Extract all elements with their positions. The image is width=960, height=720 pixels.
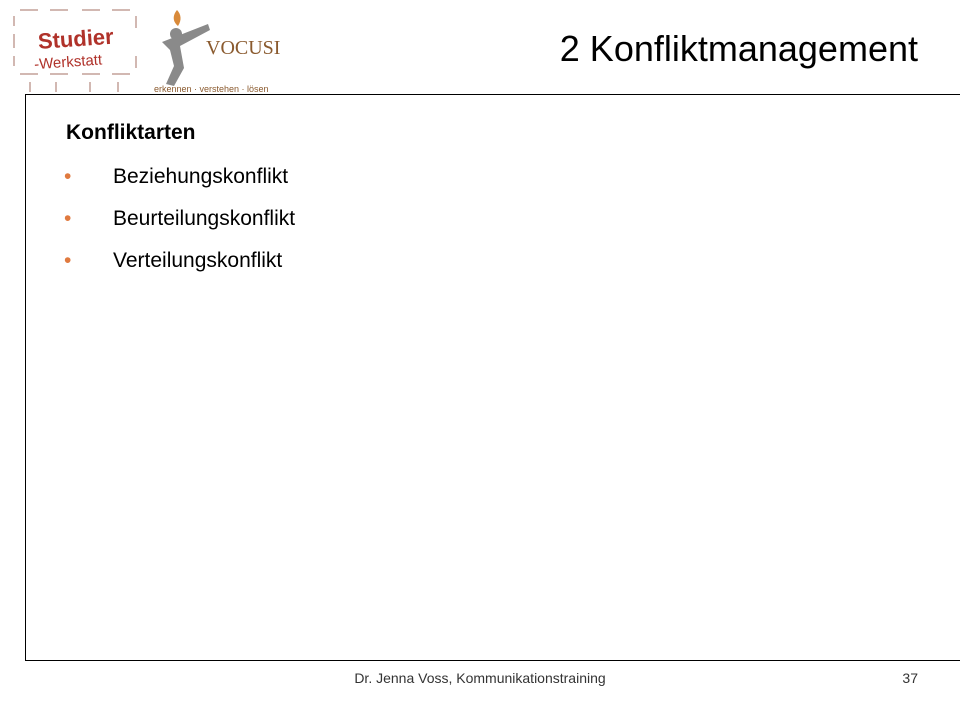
content-frame (25, 94, 960, 661)
footer-text: Dr. Jenna Voss, Kommunikationstraining (354, 670, 606, 686)
slide-title: 2 Konfliktmanagement (559, 28, 918, 69)
studier-werkstatt-logo (10, 6, 148, 94)
bullet-icon: • (64, 165, 72, 188)
studier-logo-line1: Studier (37, 23, 115, 54)
vocusi-tagline: erkennen · verstehen · lösen (154, 84, 269, 94)
bullet-icon: • (64, 249, 72, 272)
page-number: 37 (902, 670, 918, 686)
section-heading: Konfliktarten (66, 121, 196, 144)
vocusi-logo (150, 6, 290, 96)
bullet-label: Beziehungskonflikt (113, 165, 289, 188)
flame-icon (174, 10, 181, 26)
vocusi-name: VOCUSI (206, 37, 281, 59)
bullet-label: Verteilungskonflikt (113, 249, 283, 272)
bullet-icon: • (64, 207, 72, 230)
studier-logo-line2: -Werkstatt (33, 51, 103, 74)
bullet-label: Beurteilungskonflikt (113, 207, 296, 230)
figure-icon (162, 24, 210, 86)
logo-area (0, 0, 300, 100)
